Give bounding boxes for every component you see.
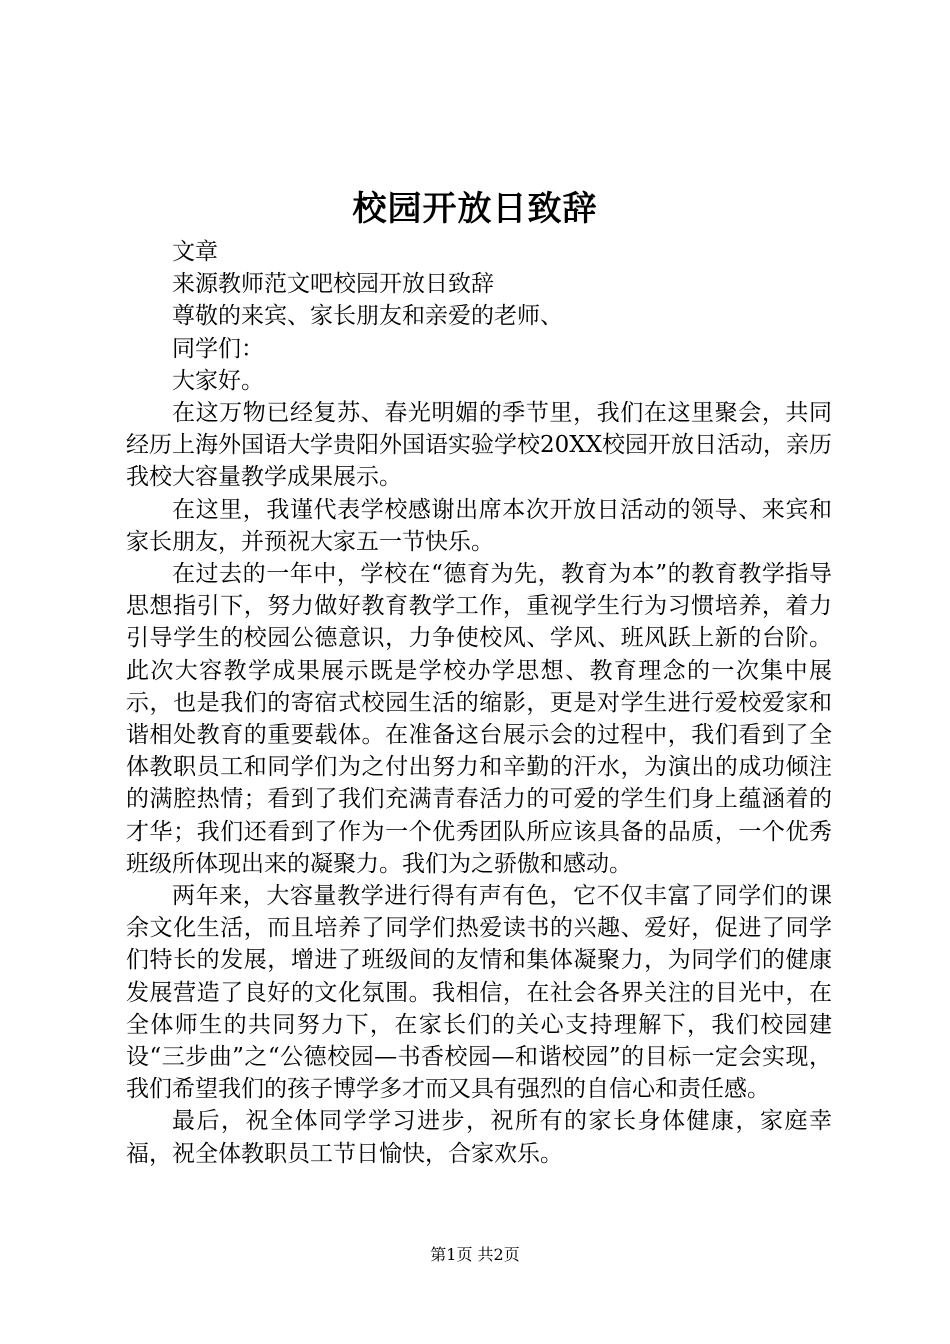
body-line-source-label: 文章 bbox=[172, 239, 218, 265]
document-body bbox=[126, 236, 832, 1170]
body-paragraph: 在过去的一年中，学校在“德育为先，教育为本”的教育教学指导思想指引下，努力做好教育教学工作，重视学生行为习惯培养，着力引导学生的校园公德意识，力争使校风、学风、班风跃上新的台阶。此次大容教学成果展示既是学校办学思想、教育理念的一次集中展示，也是我们的寄宿式校园生活的缩影，更是对学生进行爱校爱家和谐相处教育的重要载体。在准备这台展示会的过程中，我们看到了全体教职员工和同学们为之付出努力和辛勤的汗水，为演出的成功倾注的满腔热情；看到了我们充满青春活力的可爱的学生们身上蕴涵着的才华；我们还看到了作为一个优秀团队所应该具备的品质，一个优秀班级所体现出来的凝聚力。我们为之骄傲和感动。 bbox=[126, 561, 832, 877]
document-title: 校园开放日致辞 bbox=[352, 189, 598, 229]
body-line-salutation: 尊敬的来宾、家长朋友和亲爱的老师、 bbox=[172, 303, 563, 330]
body-line-source: 来源教师范文吧校园开放日致辞 bbox=[172, 271, 494, 298]
body-paragraph: 在这里，我谨代表学校感谢出席本次开放日活动的领导、来宾和家长朋友，并预祝大家五一节快乐。 bbox=[126, 496, 832, 555]
body-line-salutation-cont: 同学们： bbox=[172, 335, 264, 362]
body-line-greeting: 大家好。 bbox=[172, 367, 264, 394]
page-number-footer: 第1页 共2页 bbox=[430, 1245, 520, 1264]
body-paragraph: 两年来，大容量教学进行得有声有色，它不仅丰富了同学们的课余文化生活，而且培养了同学们热爱读书的兴趣、爱好，促进了同学们特长的发展，增进了班级间的友情和集体凝聚力，为同学们的健康发展营造了良好的文化氛围。我相信，在社会各界关注的目光中，在全体师生的共同努力下，在家长们的关心支持理解下，我们校园建设“三步曲”之“公德校园—书香校园—和谐校园”的目标一定会实现，我们希望我们的孩子博学多才而又具有强烈的自信心和责任感。 bbox=[126, 883, 832, 1103]
body-paragraph: 最后，祝全体同学学习进步，祝所有的家长身体健康，家庭幸福，祝全体教职员工节日愉快，合家欢乐。 bbox=[126, 1108, 832, 1167]
body-paragraph: 在这万物已经复苏、春光明媚的季节里，我们在这里聚会，共同经历上海外国语大学贵阳外国语实验学校20XX校园开放日活动，亲历我校大容量教学成果展示。 bbox=[126, 400, 833, 491]
